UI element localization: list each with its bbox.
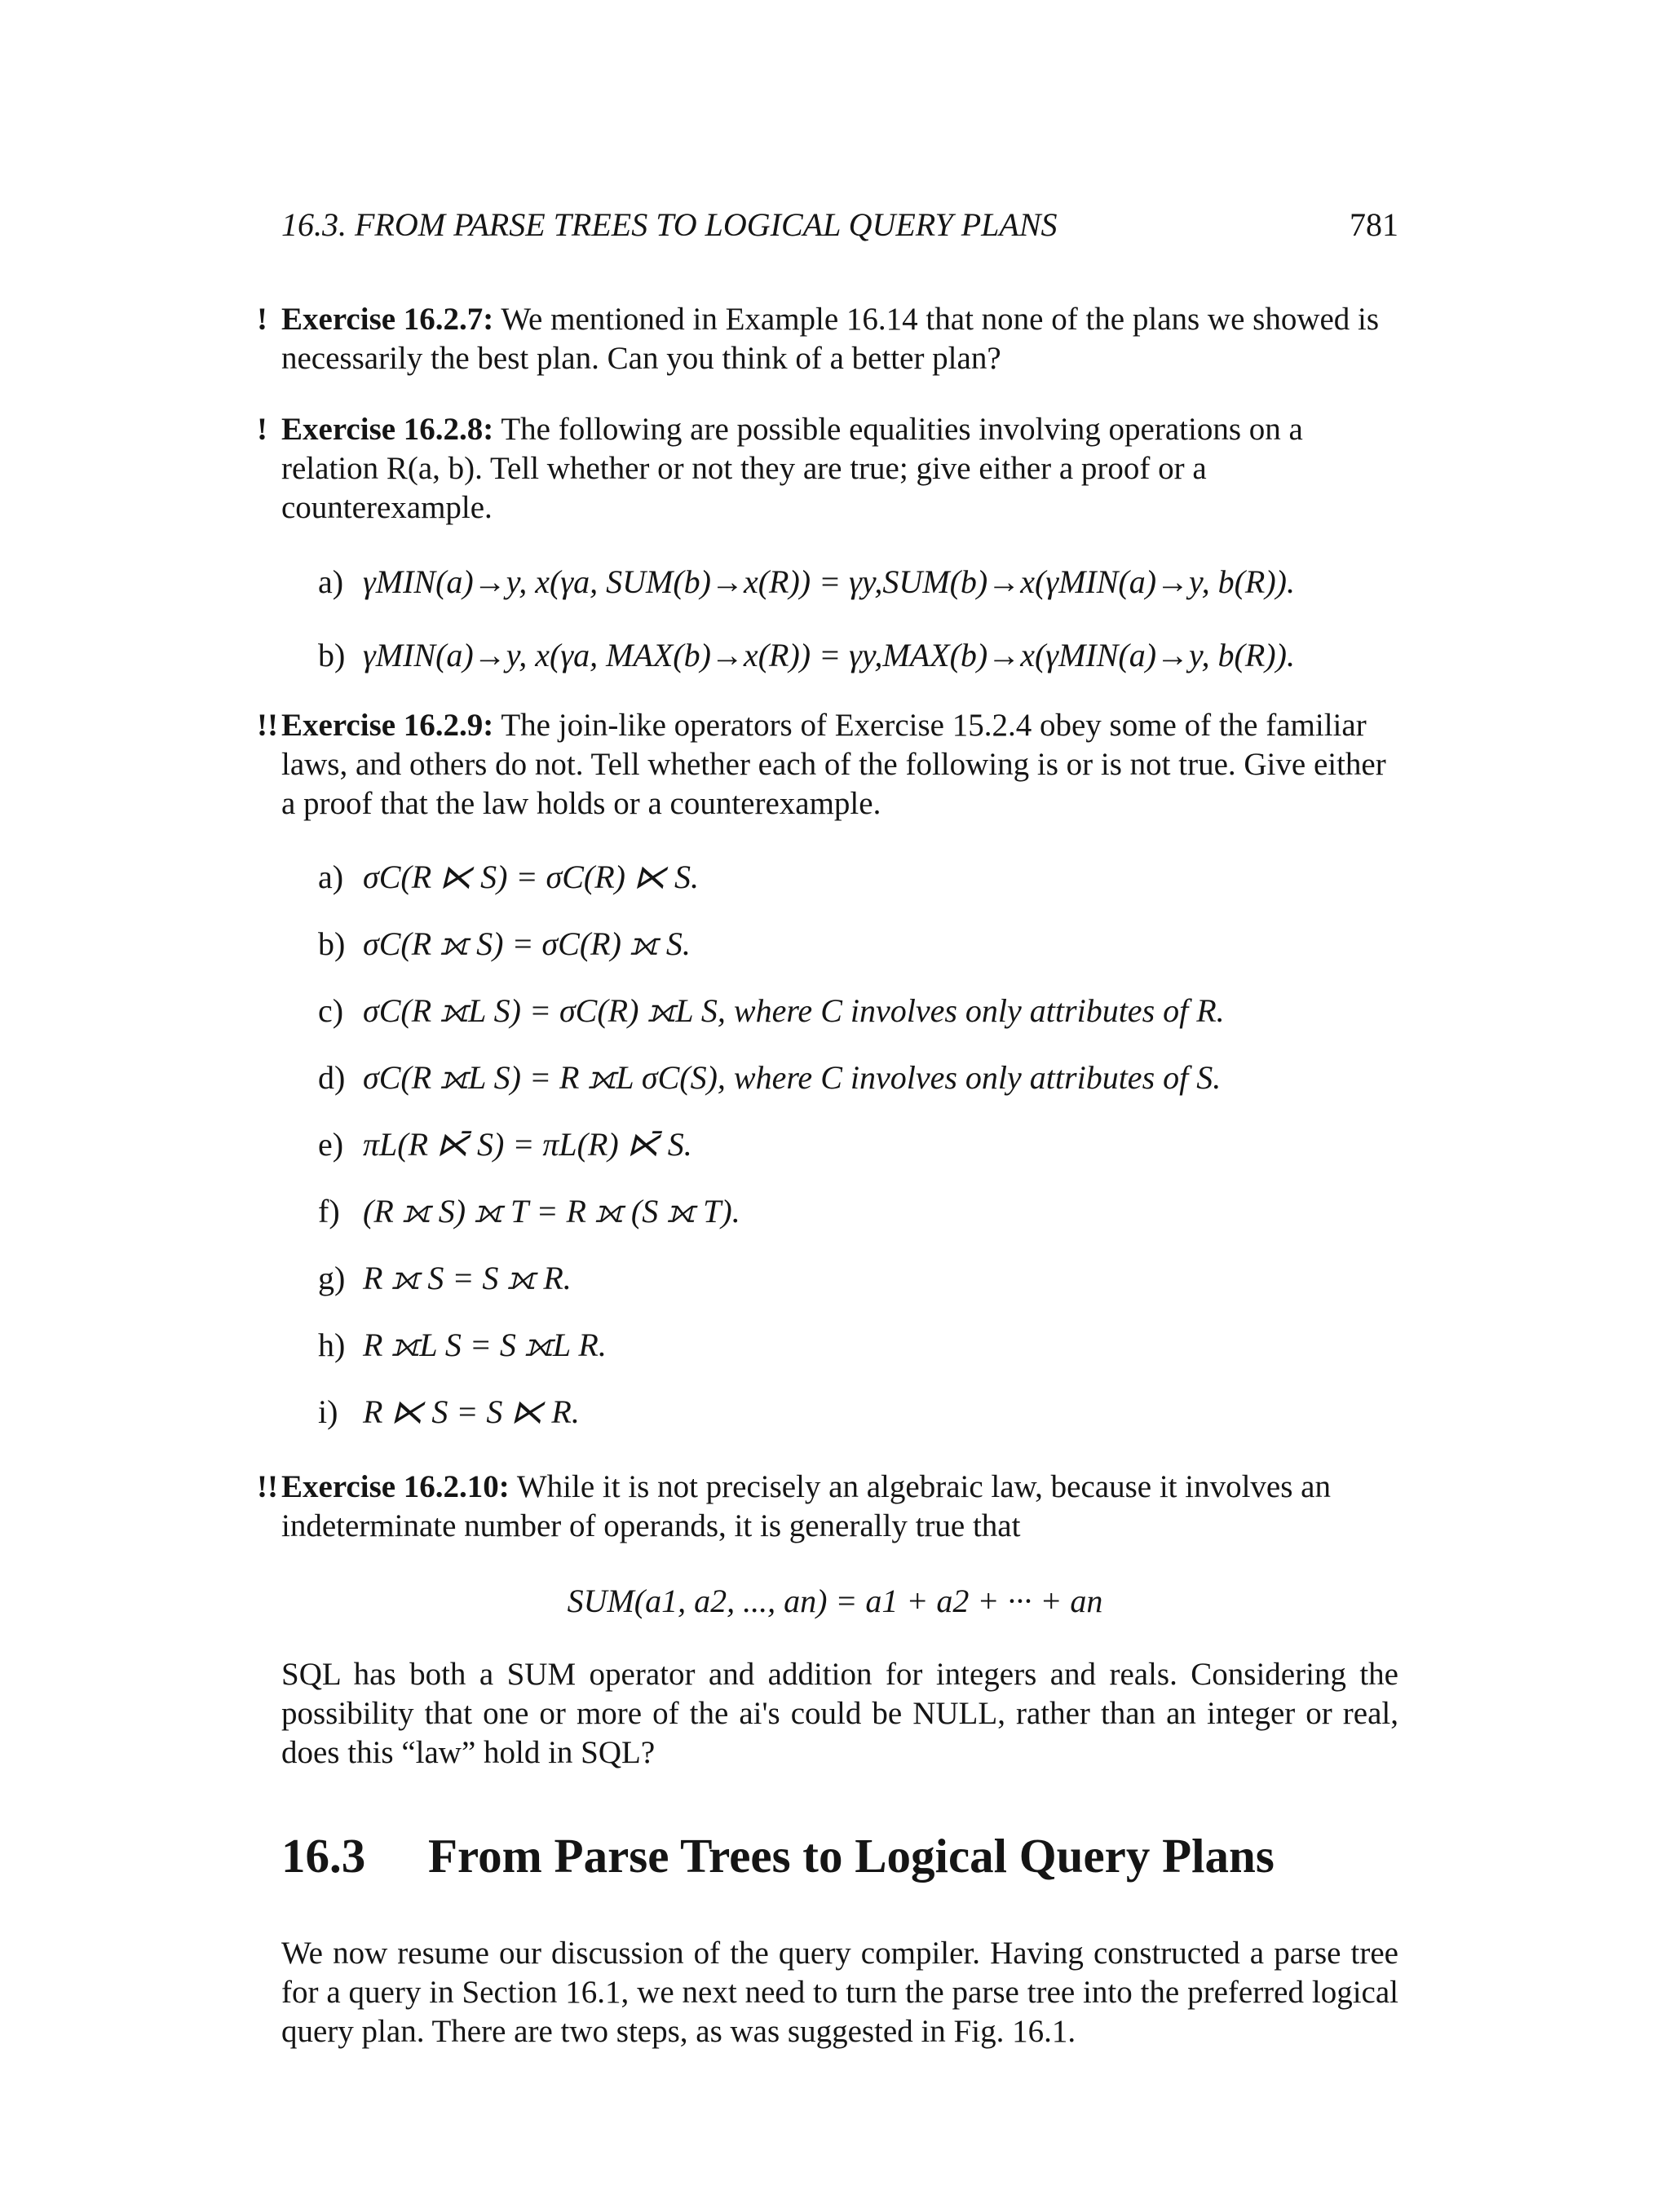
exercise-16-2-8 (257, 410, 1398, 528)
exercise-label: Exercise 16.2.9: (281, 708, 494, 743)
exercise-text: While it is not precisely an algebraic law, because it involves an indeterminate number of operands, it is generally true that (281, 1469, 1331, 1543)
display-formula: SUM(a1, a2, ..., an) = a1 + a2 + ··· + an (567, 1583, 1103, 1619)
list-item: c) σC(R ⟗L S) = σC(R) ⟗L S, where C involves only attributes of R. (318, 992, 1225, 1029)
exercise-text: The following are possible equalities involving operations on a relation R(a, b). Tell whether or not they are true; give either a proof or a counterexample. (281, 412, 1303, 525)
exercise-label: Exercise 16.2.10: (281, 1469, 510, 1504)
item-formula: πL(R ⋉̄ S) = πL(R) ⋉̄ S. (363, 1126, 692, 1163)
exercise-text: We mentioned in Example 16.14 that none of the plans we showed is necessarily the best plan. Can you think of a better plan? (281, 302, 1380, 376)
item-formula: (R ⟗ S) ⟗ T = R ⟗ (S ⟗ T). (363, 1193, 740, 1230)
item-formula: R ⟗ S = S ⟗ R. (363, 1260, 572, 1296)
exercise-16-2-7 (257, 300, 1398, 378)
page-number: 781 (1350, 206, 1398, 243)
exercise-text: The join-like operators of Exercise 15.2.4 obey some of the familiar laws, and others do not. Tell whether each of the following is or is not true. Give either a proof that the law holds or a counterexample. (281, 708, 1386, 821)
exercise-label: Exercise 16.2.8: (281, 412, 494, 447)
item-formula: γMIN(a)→y, x(γa, MAX(b)→x(R)) = γy,MAX(b)→x(γMIN(a)→y, b(R)). (363, 637, 1295, 673)
exercise-16-2-9 (257, 706, 1398, 823)
section-number: 16.3 (281, 1829, 366, 1883)
item-formula: σC(R ⟗L S) = R ⟗L σC(S), where C involves only attributes of S. (363, 1059, 1222, 1096)
difficulty-marker: !! (257, 1469, 278, 1504)
difficulty-marker: ! (257, 302, 267, 337)
list-item: e) πL(R ⋉̄ S) = πL(R) ⋉̄ S. (318, 1126, 692, 1163)
item-formula: σC(R ⟗L S) = σC(R) ⟗L S, where C involves only attributes of R. (363, 992, 1225, 1029)
item-formula: σC(R ⟗ S) = σC(R) ⟗ S. (363, 925, 691, 962)
list-item: b) γMIN(a)→y, x(γa, MAX(b)→x(R)) = γy,MAX(b)→x(γMIN(a)→y, b(R)). (318, 637, 1295, 673)
list-item: g) R ⟗ S = S ⟗ R. (318, 1260, 572, 1296)
exercise-16-2-10 (257, 1468, 1398, 1546)
list-item: a) γMIN(a)→y, x(γa, SUM(b)→x(R)) = γy,SUM(b)→x(γMIN(a)→y, b(R)). (318, 563, 1295, 600)
list-item: d) σC(R ⟗L S) = R ⟗L σC(S), where C involves only attributes of S. (318, 1059, 1222, 1096)
running-head (281, 205, 1398, 248)
list-item: f) (R ⟗ S) ⟗ T = R ⟗ (S ⟗ T). (318, 1193, 740, 1230)
exercise-label: Exercise 16.2.7: (281, 302, 494, 337)
section-title: From Parse Trees to Logical Query Plans (428, 1829, 1275, 1883)
list-item: a) σC(R ⋉ S) = σC(R) ⋉ S. (318, 859, 699, 895)
list-item: b) σC(R ⟗ S) = σC(R) ⟗ S. (318, 925, 691, 962)
item-formula: R ⋉ S = S ⋉ R. (363, 1393, 580, 1430)
list-item: i) R ⋉ S = S ⋉ R. (318, 1393, 580, 1430)
difficulty-marker: ! (257, 412, 267, 447)
list-item: h) R ⟗L S = S ⟗L R. (318, 1327, 607, 1363)
item-formula: R ⟗L S = S ⟗L R. (363, 1327, 607, 1363)
difficulty-marker: !! (257, 708, 278, 743)
section-intro-paragraph: We now resume our discussion of the query compiler. Having constructed a parse tree for a query in Section 16.1, we next need to turn the parse tree into the preferred logical query plan. There are two steps, as was suggested in Fig. 16.1. (281, 1936, 1398, 2049)
running-head-title: 16.3. FROM PARSE TREES TO LOGICAL QUERY PLANS (281, 206, 1058, 243)
item-formula: γMIN(a)→y, x(γa, SUM(b)→x(R)) = γy,SUM(b)→x(γMIN(a)→y, b(R)). (363, 563, 1295, 600)
item-formula: σC(R ⋉ S) = σC(R) ⋉ S. (363, 859, 699, 895)
exercise-16-2-10-followup: SQL has both a SUM operator and addition for integers and reals. Considering the possibility that one or more of the ai's could be NULL, rather than an integer or real, does this “law” hold in SQL? (281, 1657, 1398, 1770)
section-heading (281, 1828, 1423, 1884)
